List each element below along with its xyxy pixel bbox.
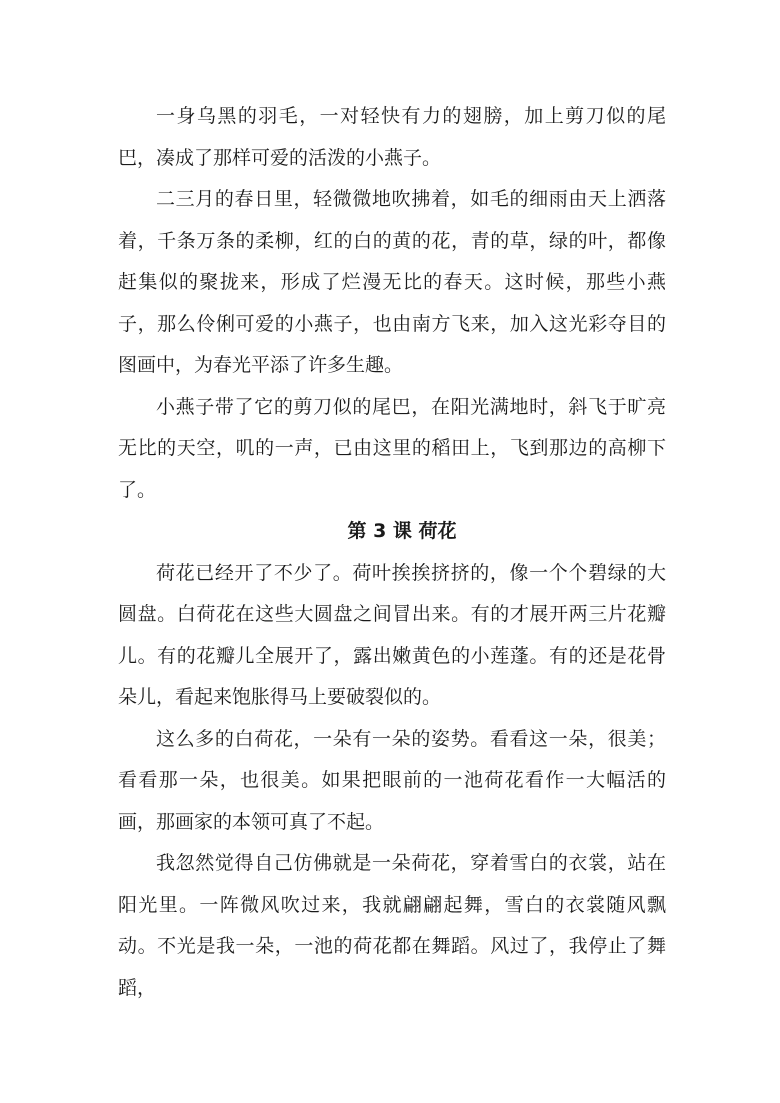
paragraph-lotus-dance: 我忽然觉得自己仿佛就是一朵荷花，穿着雪白的衣裳，站在阳光里。一阵微风吹过来，我就翩翩起舞，雪白的衣裳随风飘动。不光是我一朵，一池的荷花都在舞蹈。风过了，我停止了舞蹈， bbox=[118, 852, 666, 999]
paragraph-lotus-bloom: 荷花已经开了不少了。荷叶挨挨挤挤的，像一个个碧绿的大圆盘。白荷花在这些大圆盘之间冒出来。有的才展开两三片花瓣儿。有的花瓣儿全展开了，露出嫩黄色的小莲蓬。有的还是花骨朵儿，看起来饱胀得马上要破裂似的。 bbox=[118, 561, 666, 708]
paragraph-swallow-spring: 二三月的春日里，轻微微地吹拂着，如毛的细雨由天上洒落着，千条万条的柔柳，红的白的黄的花，青的草，绿的叶，都像赶集似的聚拢来，形成了烂漫无比的春天。这时候，那些小燕子，那么伶俐可爱的小燕子，也由南方飞来，加入这光彩夺目的图画中，为春光平添了许多生趣。 bbox=[118, 188, 666, 376]
paragraph-swallow-appearance: 一身乌黑的羽毛，一对轻快有力的翅膀，加上剪刀似的尾巴，凑成了那样可爱的活泼的小燕子。 bbox=[118, 105, 666, 169]
paragraph-lotus-poses: 这么多的白荷花，一朵有一朵的姿势。看看这一朵，很美；看看那一朵，也很美。如果把眼前的一池荷花看作一大幅活的画，那画家的本领可真了不起。 bbox=[118, 727, 666, 833]
document-page bbox=[118, 96, 666, 1009]
lesson-title: 第 3 课 荷花 bbox=[347, 520, 457, 542]
paragraph-swallow-flight: 小燕子带了它的剪刀似的尾巴，在阳光满地时，斜飞于旷亮无比的天空，叽的一声，已由这里的稻田上，飞到那边的高柳下了。 bbox=[118, 395, 666, 501]
